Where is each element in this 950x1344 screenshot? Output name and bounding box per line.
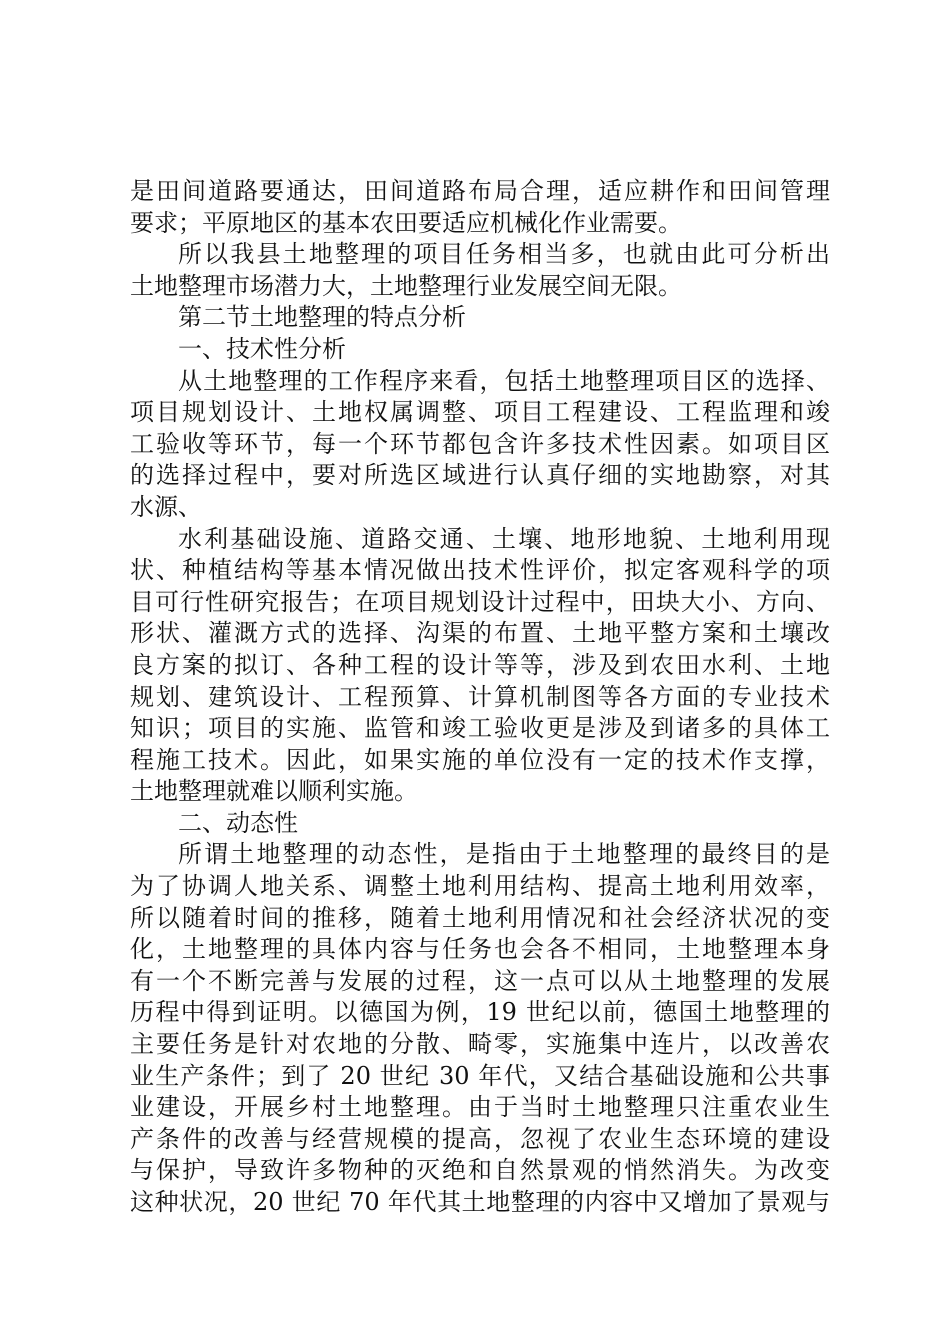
text-line: 良方案的拟订、各种工程的设计等等，涉及到农田水利、土地 [130, 650, 830, 679]
text-line: 要求；平原地区的基本农田要适应机械化作业需要。 [130, 208, 682, 237]
text-line: 规划、建筑设计、工程预算、计算机制图等各方面的专业技术 [130, 682, 830, 711]
text-line: 为了协调人地关系、调整土地利用结构、提高土地利用效率， [130, 872, 830, 901]
text-line: 产条件的改善与经营规模的提高，忽视了农业生态环境的建设 [130, 1124, 830, 1153]
text-line: 目可行性研究报告；在项目规划设计过程中，田块大小、方向、 [130, 587, 830, 616]
text-line: 项目规划设计、土地权属调整、项目工程建设、工程监理和竣 [130, 398, 830, 427]
text-line: 这种状况，20 世纪 70 年代其土地整理的内容中又增加了景观与 [130, 1188, 830, 1216]
text-line: 水利基础设施、道路交通、土壤、地形地貌、土地利用现 [178, 524, 830, 553]
document-body [130, 176, 830, 1219]
text-line: 形状、灌溉方式的选择、沟渠的布置、土地平整方案和土壤改 [130, 619, 830, 648]
text-line: 一、技术性分析 [178, 334, 346, 363]
text-line: 所谓土地整理的动态性，是指由于土地整理的最终目的是 [178, 840, 830, 869]
text-line: 是田间道路要通达，田间道路布局合理，适应耕作和田间管理 [130, 177, 830, 205]
text-line: 土地整理市场潜力大，土地整理行业发展空间无限。 [130, 271, 682, 300]
text-line: 知识；项目的实施、监管和竣工验收更是涉及到诸多的具体工 [130, 714, 830, 743]
text-line: 有一个不断完善与发展的过程，这一点可以从土地整理的发展 [130, 966, 830, 995]
text-line: 程施工技术。因此，如果实施的单位没有一定的技术作支撑， [130, 745, 830, 774]
text-line: 所以随着时间的推移，随着土地利用情况和社会经济状况的变 [130, 903, 830, 932]
text-line: 土地整理就难以顺利实施。 [130, 777, 418, 806]
text-line: 化，土地整理的具体内容与任务也会各不相同，土地整理本身 [130, 935, 830, 964]
text-line: 二、动态性 [178, 808, 298, 837]
text-line: 第二节土地整理的特点分析 [178, 303, 466, 332]
text-line: 历程中得到证明。以德国为例，19 世纪以前，德国土地整理的 [130, 998, 830, 1027]
text-line: 业建设，开展乡村土地整理。由于当时土地整理只注重农业生 [130, 1093, 830, 1122]
text-line: 从土地整理的工作程序来看，包括土地整理项目区的选择、 [178, 366, 830, 395]
text-line: 主要任务是针对农地的分散、畸零，实施集中连片，以改善农 [130, 1030, 830, 1059]
text-line: 与保护，导致许多物种的灭绝和自然景观的悄然消失。为改变 [130, 1156, 830, 1185]
text-line: 业生产条件；到了 20 世纪 30 年代，又结合基础设施和公共事 [130, 1061, 830, 1090]
text-line: 所以我县土地整理的项目任务相当多，也就由此可分析出 [178, 240, 830, 269]
text-line: 水源、 [130, 492, 202, 521]
text-line: 工验收等环节，每一个环节都包含许多技术性因素。如项目区 [130, 429, 830, 458]
text-line: 状、种植结构等基本情况做出技术性评价，拟定客观科学的项 [130, 556, 830, 585]
text-line: 的选择过程中，要对所选区域进行认真仔细的实地勘察，对其 [130, 461, 830, 490]
